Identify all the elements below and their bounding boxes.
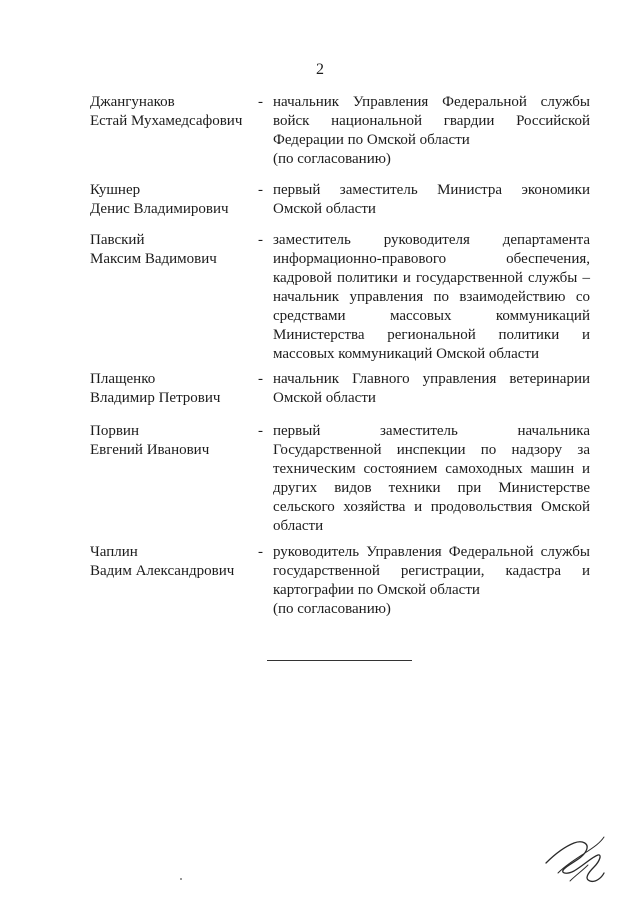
closing-divider-line bbox=[267, 660, 412, 661]
position-line: государственной регистрации, кадастра и bbox=[273, 563, 590, 579]
position-line: информационно-правового обеспечения, bbox=[273, 251, 590, 267]
member-position bbox=[273, 543, 590, 619]
position-line: начальник Управления Федеральной службы bbox=[273, 94, 590, 110]
position-line: массовых коммуникаций Омской области bbox=[273, 346, 540, 362]
member-surname: Порвин bbox=[90, 423, 139, 439]
dash-separator: - bbox=[258, 182, 263, 198]
dash-separator: - bbox=[258, 423, 263, 439]
member-name bbox=[90, 543, 260, 581]
member-given-names: Максим Вадимович bbox=[90, 251, 217, 267]
position-line: первый заместитель Министра экономики bbox=[273, 182, 590, 198]
position-line: (по согласованию) bbox=[273, 151, 391, 167]
member-given-names: Денис Владимирович bbox=[90, 201, 229, 217]
member-given-names: Естай Мухамедсафович bbox=[90, 113, 243, 129]
signature-mark bbox=[540, 825, 610, 890]
dash-separator: - bbox=[258, 232, 263, 248]
member-name bbox=[90, 422, 260, 460]
member-name bbox=[90, 370, 260, 408]
position-line: Омской области bbox=[273, 390, 376, 406]
position-line: сельского хозяйства и продовольствия Омской bbox=[273, 499, 590, 515]
member-position bbox=[273, 231, 590, 364]
position-line: картографии по Омской области bbox=[273, 582, 480, 598]
position-line: техническим состоянием самоходных машин и bbox=[273, 461, 590, 477]
member-given-names: Владимир Петрович bbox=[90, 390, 221, 406]
member-position bbox=[273, 370, 590, 408]
member-given-names: Вадим Александрович bbox=[90, 563, 235, 579]
position-line: заместитель руководителя департамента bbox=[273, 232, 590, 248]
position-line: области bbox=[273, 518, 324, 534]
dash-separator: - bbox=[258, 544, 263, 560]
position-line: Государственной инспекции по надзору за bbox=[273, 442, 590, 458]
position-line: руководитель Управления Федеральной службы bbox=[273, 544, 590, 560]
position-line: кадровой политики и государственной службы – bbox=[273, 270, 590, 286]
page-number: 2 bbox=[316, 61, 324, 78]
position-line: (по согласованию) bbox=[273, 601, 391, 617]
member-position bbox=[273, 422, 590, 536]
member-position bbox=[273, 181, 590, 219]
position-line: первый заместитель начальника bbox=[273, 423, 590, 439]
member-surname: Павский bbox=[90, 232, 145, 248]
position-line: средствами массовых коммуникаций bbox=[273, 308, 590, 324]
member-name bbox=[90, 231, 260, 269]
position-line: начальник управления по взаимодействию со bbox=[273, 289, 590, 305]
member-position bbox=[273, 93, 590, 169]
member-surname: Чаплин bbox=[90, 544, 138, 560]
position-line: Омской области bbox=[273, 201, 376, 217]
member-name bbox=[90, 181, 260, 219]
position-line: других видов техники при Министерстве bbox=[273, 480, 590, 496]
member-surname: Плащенко bbox=[90, 371, 156, 387]
dash-separator: - bbox=[258, 371, 263, 387]
member-name bbox=[90, 93, 260, 131]
position-line: Министерства региональной политики и bbox=[273, 327, 590, 343]
dash-separator: - bbox=[258, 94, 263, 110]
position-line: начальник Главного управления ветеринарии bbox=[273, 371, 590, 387]
scan-speck bbox=[180, 878, 182, 880]
member-surname: Кушнер bbox=[90, 182, 141, 198]
position-line: войск национальной гвардии Российской bbox=[273, 113, 590, 129]
position-line: Федерации по Омской области bbox=[273, 132, 470, 148]
member-surname: Джангунаков bbox=[90, 94, 175, 110]
member-given-names: Евгений Иванович bbox=[90, 442, 210, 458]
